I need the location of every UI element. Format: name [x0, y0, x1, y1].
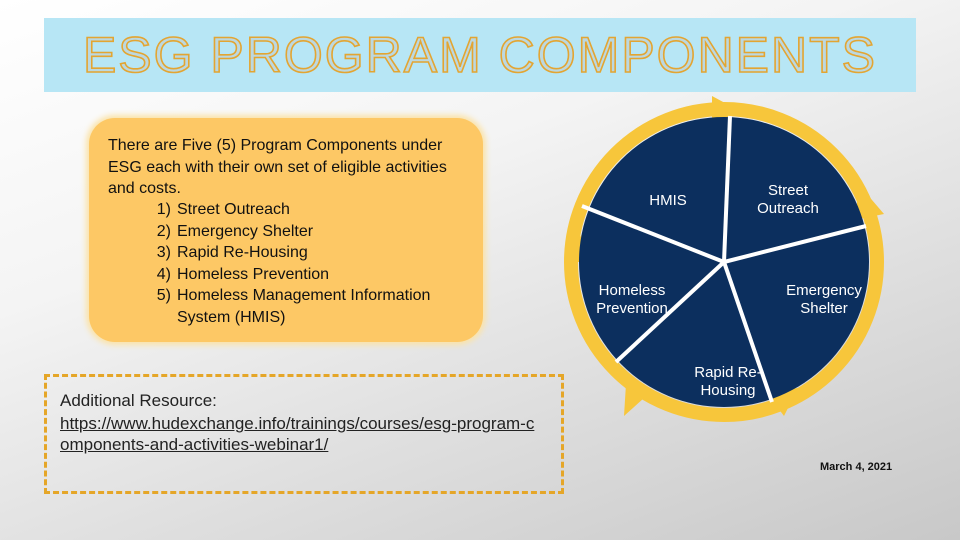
segment-rapid-re-housing: Rapid Re-Housing	[694, 364, 762, 399]
list-item: 4) Homeless Prevention	[156, 265, 330, 283]
list-item: 1) Street Outreach	[156, 201, 290, 218]
component-list	[140, 199, 467, 328]
segment-street-outreach: Street Outreach	[757, 182, 819, 217]
segment-emergency-shelter: Emergency Shelter	[786, 282, 862, 317]
title-banner	[44, 18, 916, 92]
info-intro: There are Five (5) Program Components under ESG each with their own set of eligible activities and costs.	[108, 137, 447, 197]
list-item: 2) Emergency Shelter	[156, 222, 314, 240]
list-item: 3) Rapid Re-Housing	[156, 244, 308, 261]
page-title: ESG PROGRAM COMPONENTS	[82, 27, 878, 83]
resource-label: Additional Resource:	[60, 391, 217, 410]
resource-link[interactable]: https://www.hudexchange.info/trainings/courses/esg-program-components-and-activities-webinar1/	[60, 414, 535, 454]
segment-hmis: HMIS	[649, 192, 687, 209]
list-item: 5) Homeless Management Information System (HMIS)	[156, 287, 431, 326]
date-label: March 4, 2021	[820, 461, 893, 473]
segment-homeless-prevention: Homeless Prevention	[596, 282, 668, 317]
